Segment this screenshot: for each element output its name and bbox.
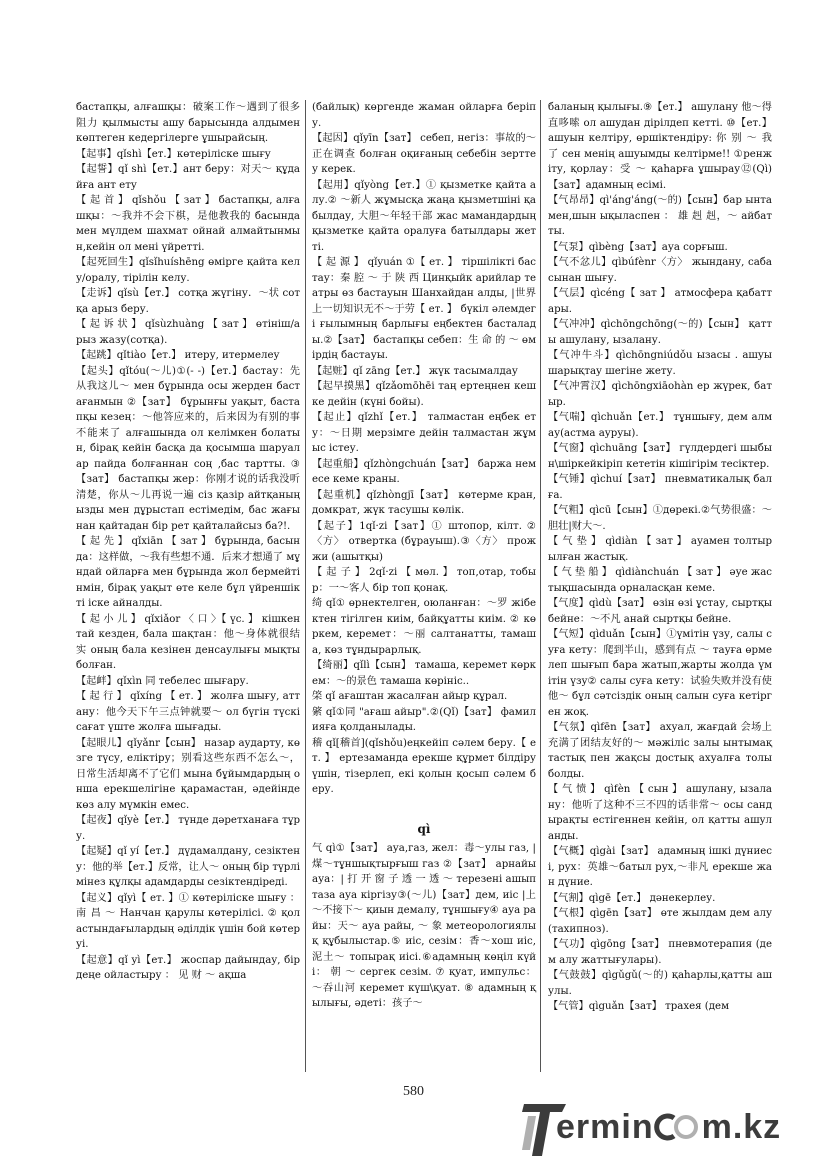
column-2-bottom bbox=[312, 841, 536, 1012]
dictionary-entry: 【起衅】qǐxìn 同 тебелес шығару. bbox=[76, 675, 249, 687]
dictionary-entry: 綮 qǐ①同 "ағаш айыр".②(Qǐ)【зат】 фамилияға қолданылады. bbox=[312, 706, 536, 733]
dictionary-entry: 【 起 首 】 qǐshǒu 【 зат 】 бастапқы, алғашқы：～我并不会下棋，是他教我的 басында мен мүлдем шахмат ойнай алмайтынмын,кейін ол мені үйретті. bbox=[76, 195, 300, 253]
dictionary-entry: 【 起 小 儿 】 qǐxiǎor 〈 口 〉【 үс. 】 кішкентай кезден, бала шақтан：他～身体就很结实 оның бала кезінен денсаулығы мықты болған. bbox=[76, 613, 300, 671]
dictionary-entry: 【气氛】qìfēn【зат】 ахуал, жағдай 会场上充满了团结友好的～ мәжіліс залы ынтымақтастық пен жақсы достық ахуалға толы болды. bbox=[548, 722, 772, 780]
section-heading: qì bbox=[417, 821, 431, 836]
dictionary-entry: 【气冲牛斗】qìchōngniúdǒu ызасы . ашуы шарықтау шегіне жету. bbox=[548, 350, 772, 377]
dictionary-entry: 【气根】qìgēn【зат】 өте жылдам дем алу(тахипноз). bbox=[548, 908, 772, 935]
dictionary-entry: 棨 qǐ ағаштан жасалған айыр құрал. bbox=[312, 691, 508, 702]
dictionary-entry: 【 起 行 】 qǐxíng 【 ет. 】 жолға шығу, аттану：他今天下午三点钟就要～ ол бүгін түскі сағат үште жолға шығады. bbox=[76, 691, 300, 733]
page-number: 580 bbox=[403, 1084, 424, 1099]
dictionary-entry: 【气泵】qìbèng【зат】ауа сорғыш. bbox=[548, 241, 728, 253]
dictionary-entry: 【气管】qìguǎn【зат】 трахея (дем bbox=[548, 1001, 729, 1012]
dictionary-entry: бастапқы, алғашқы：破案工作～遇到了很多阻力 қылмысты ашу барысында алдымен көптеген кедергілерге ұшырайсың. bbox=[76, 102, 300, 144]
termincom-logo[interactable] bbox=[522, 1100, 812, 1160]
dictionary-entry: 【气功】qìgōng【зат】 пневмотерапия (дем алу жаттығулары). bbox=[548, 939, 772, 966]
dictionary-entry: 【气粗】qìcū【сын】①дөрекі.②气势很盛：～胆壮|财大～. bbox=[548, 505, 772, 532]
dictionary-entry: 【起头】qǐtóu(～儿)①(- -)【ет.】бастау：先从我这儿～ мен бұрында осы жерден бастағанмын ②【зат】 бұрынғы уақыт, бастапқы кезең：～他答应来的，后来因为有别的事不能来了 алғашында ол келімкен болатын, бірақ кейін басқа да қосымша шаруалар пайда болғаннан соң ,бас тартты. ③ 【зат】 бастапқы жер：你刚才说的话我没听清楚，你从～儿再说一遍 сіз қазір айтқаныңызды мен дұрыстап естімедім, бас жағынан қайтадан бір рет қайталайсыз ба?!. bbox=[76, 365, 300, 532]
dictionary-entry: 【起因】qǐyīn【зат】 себеп, негіз：事故的～正在调查 болған оқиғаның себебін зерттеу керек. bbox=[312, 133, 536, 175]
dictionary-entry: 【起意】qǐ yì【ет.】 жоспар дайындау, бірдеңе ойластыру ： 见 财 ～ ақша bbox=[76, 954, 300, 981]
column-2 bbox=[312, 100, 536, 1012]
column-2-top bbox=[312, 100, 536, 798]
dictionary-entry: 【气概】qìgài【зат】 адамның ішкі дүниесі, рух：英雄～батыл рух,～非凡 ерекше жан дүние. bbox=[548, 846, 772, 888]
dictionary-entry: 【起誓】qǐ shì【ет.】ант беру：对天～ құдайға ант ету bbox=[76, 164, 300, 191]
dictionary-entry: 【 起 先 】 qǐxiān 【 зат 】 бұрында, басында：这样做，～我有些想不通．后来才想通了 мұндай ойларға мен бұрында жол бермейтінмін, бірақ уақыт өте келе бұл үйреншікті іске айналды. bbox=[76, 536, 300, 609]
dictionary-entry: 【起疑】qǐ yí【ет.】 дүдамалдану, сезіктену：他的举【ет.】反常，让人～ оның бір түрлі мінез құлқы адамдарды сезіктендіреді. bbox=[76, 846, 300, 888]
dictionary-entry: 【气昂昂】qì'áng'áng(～的)【сын】бар ынтамен,шын ықыласпен ： 雄 赳 赳，～ айбатты. bbox=[548, 195, 772, 237]
dictionary-entry: 【 起 源 】 qǐyuán ①【 ет. 】 тіршіліктi бастау：秦 腔 ～ 于 陕 西 Цинқыйк арийлар театры өз бастауын Шанхайдан алды, |世界上一切知识无不～于劳【 ет. 】 бүкіл әлемдегі ғылымның барлығы еңбектен басталады.②【зат】 бастапқы себеп：生 命 的 ～ өмірдің бастауы. bbox=[312, 257, 536, 361]
dictionary-entry: 【起子】1qǐ·zi【зат】① штопор, кілт. ②〈方〉 отвертка (бұрауыш).③〈方〉 прожжи (ашытқы) bbox=[312, 520, 536, 563]
dictionary-entry: 【 气 垫 船 】 qìdiànchuán 【 зат 】 әуе жастықшасында орналасқан кеме. bbox=[548, 567, 772, 594]
dictionary-entry: 【起事】qǐshì【ет.】көтеріліске шығу bbox=[76, 148, 271, 160]
dictionary-entry: 【起义】qǐyì【 ет. 】① көтеріліске шығу ： 南 昌 ～ Нанчан қарулы көтерілісі. ② қол астындағылардың әділдік үшін бой көтеруі. bbox=[76, 892, 300, 950]
dictionary-entry: 【气层】qìcéng【 зат 】 атмосфера қабаттары. bbox=[548, 288, 772, 315]
dictionary-entry: баланың қылығы.⑨【ет.】 ашулану 他～得直哆嗦 ол ашудан дірілдеп кетті. ⑩【ет.】 ашуын келтіру, өршіктендіру: 你 别 ～ 我 了 сен менің ашуымды келтірме!! ①ренжіту, қорлау：受 ～ қаһарға ұшырау⑫(Qì)【зат】адамның есімі. bbox=[548, 102, 772, 191]
logo-text-after: m.kz bbox=[701, 1108, 782, 1146]
dictionary-entry: 【起跳】qǐtiào【ет.】 итеру, итермелеу bbox=[76, 350, 280, 361]
dictionary-entry: 【气不忿儿】qìbúfènr〈方〉 жындану, сабасынан шығу. bbox=[548, 257, 772, 284]
dictionary-entry: 【气窗】qìchuāng【зат】 гүлдердегі шыбын\шіркейкіріп кететін кішігірім тесіктер. bbox=[548, 443, 772, 470]
dictionary-entry: 【气度】qìdù【зат】 өзін өзі ұстау, сыртқы бейне：～不凡 анай сыртқы бейне. bbox=[548, 598, 772, 625]
dictionary-entry: 【起死回生】qǐsǐhuíshēng өмірге қайта келу/оралу, тірілін келу. bbox=[76, 257, 300, 284]
dictionary-entry: 【起止】qǐzhǐ【ет.】 талмастан еңбек ету：～日期 мерзімге дейін талмастан жұмыс істеу. bbox=[312, 412, 536, 454]
dictionary-entry: 【 起 子 】 2qǐ·zi 【 мөл. 】 топ,отар, тобыр：一～客人 бір топ қонақ. bbox=[312, 567, 536, 594]
logo-c-o-icon bbox=[654, 1112, 702, 1142]
column-divider bbox=[540, 100, 541, 1072]
dictionary-entry: 绮 qǐ① өрнектелген, оюланған：～罗 жібектен тігілген киім, байқұатты киім. ② көркем, керемет：～丽 салтанатты, тамаша, көз тұндырарлық. bbox=[312, 598, 536, 656]
dictionary-entry: 【起赃】qǐ zāng【ет.】 жүк тасымалдау bbox=[312, 365, 518, 377]
column-3 bbox=[548, 100, 772, 1015]
dictionary-entry: 【 气 垫 】 qìdiàn 【 зат 】 ауамен толтырылған жастық. bbox=[548, 536, 772, 563]
dictionary-entry: 【气短】qìduǎn【сын】①үмітін үзу, салы суға кету：爬到半山，感到有点 ～ тауға өрмелеп шығып бара жатып,жарты жолда үмітін үзу② салы суға кету：试验失败并没有使他～ бұл сәтсіздік оның салын суға кетірген жоқ. bbox=[548, 629, 772, 718]
dictionary-entry: 【起用】qǐyòng【ет.】① қызметке қайта алу.② ～新人 жұмысқа жаңа қызметшіні қабылдау, 大胆～年轻干部 жас мамандардың қызметке қайта оралуға батылдары жетті. bbox=[312, 179, 536, 253]
dictionary-entry: 【绮丽】qǐlì【сын】 тамаша, керемет көркем：～的景色 тамаша көрініс.. bbox=[312, 660, 536, 687]
logo-text-before: ermin bbox=[556, 1108, 654, 1146]
dictionary-entry: 【走诉】qǐsù【ет.】 сотқа жүгіну．～状 сотқа арыз беру. bbox=[76, 288, 300, 315]
dictionary-entry: 【气喘】qìchuǎn【ет.】 тұншығу, дем алмау(астма ауруы). bbox=[548, 412, 772, 439]
dictionary-entry: 【起重船】qǐzhòngchuán【зат】 баржа немесе кеме краны. bbox=[312, 458, 536, 485]
dictionary-entry: 【起夜】qǐyè【ет.】 түнде дәретханаға тұру. bbox=[76, 815, 300, 842]
dictionary-entry: 稽 qǐ[稽首](qǐshǒu)еңкейіп сәлем беру.【 ет. 】 ертезаманда ерекше құрмет білдіру үшін, тізерлеп, екі қолын қосып сәлем беру. bbox=[312, 737, 536, 795]
column-divider bbox=[305, 100, 306, 1072]
dictionary-entry: (байлық) көргенде жаман ойларға беріпу. bbox=[312, 102, 536, 129]
column-1 bbox=[76, 100, 300, 984]
dictionary-entry: 【气鼓鼓】qìgǔgǔ(～的) қаһарлы,қатты ашулы. bbox=[548, 970, 772, 997]
dictionary-entry: 【气锤】qìchuí【зат】 пневматикалық балға. bbox=[548, 474, 772, 501]
dictionary-entry: 【气冲冲】qìchōngchōng(～的)【сын】 қатты ашулану, ызалану. bbox=[548, 319, 772, 346]
dictionary-entry: 【气冲霄汉】qìchōngxiāohàn ер жүрек, батыр. bbox=[548, 381, 772, 408]
dictionary-entry: 【起早摸黑】qǐzǎomōhēi таң ертеңнен кешке дейін (күні бойы). bbox=[312, 381, 536, 408]
dictionary-entry: 【 起 诉 状 】 qǐsùzhuàng 【 зат 】 өтініш/арыз жазу(сотқа). bbox=[76, 319, 300, 346]
dictionary-entry: 气 qì①【зат】 ауа,газ, жел：毒～улы газ, |煤～тұншықтырғыш газ ②【зат】 арнайы ауа：| 打 开 窗 子 透 一 透 ～ терезені ашып таза ауа кіргізу③(～儿)【зат】дем, иіс |上～不接下～ қиын демалу, тұншығу④ ауа райы：天～ ауа райы, ～ 象 метеорологиялық құбылыстар.⑤ иіс, сезім：香～хош иіс, 泥土～ топырақ иісі.⑥адамның көңіл күйі： 朝 ～ сергек сезім. ⑦ қуат, импульс：～吞山河 керемет күш\қуат. ⑧ адамның қылығы, әдеті：孩子～ bbox=[312, 843, 536, 1009]
dictionary-entry: 【起重机】qǐzhòngjī【зат】 көтерме кран, домкрат, жүк тасушы көлік. bbox=[312, 489, 536, 516]
dictionary-entry: 【 气 愤 】 qìfèn 【 сын 】 ашулану, ызалану：他听了这种不三不四的话非常～ осы сандырақты естігеннен кейін, ол қатты ашуланды. bbox=[548, 784, 772, 842]
dictionary-entry: 【起眼儿】qǐyǎnr【сын】 назар аударту, көзге түсу, елiктiру；别看这些东西不怎么～，日常生活却离不了它们 мына бұйымдардың онша ерекшелігіне қарамастан, әдейінде көз алу мүмкін емес. bbox=[76, 737, 300, 811]
logo-wordmark bbox=[556, 1108, 781, 1147]
dictionary-entry: 【气割】qìgē【ет.】 дәнекерлеу. bbox=[548, 892, 716, 904]
